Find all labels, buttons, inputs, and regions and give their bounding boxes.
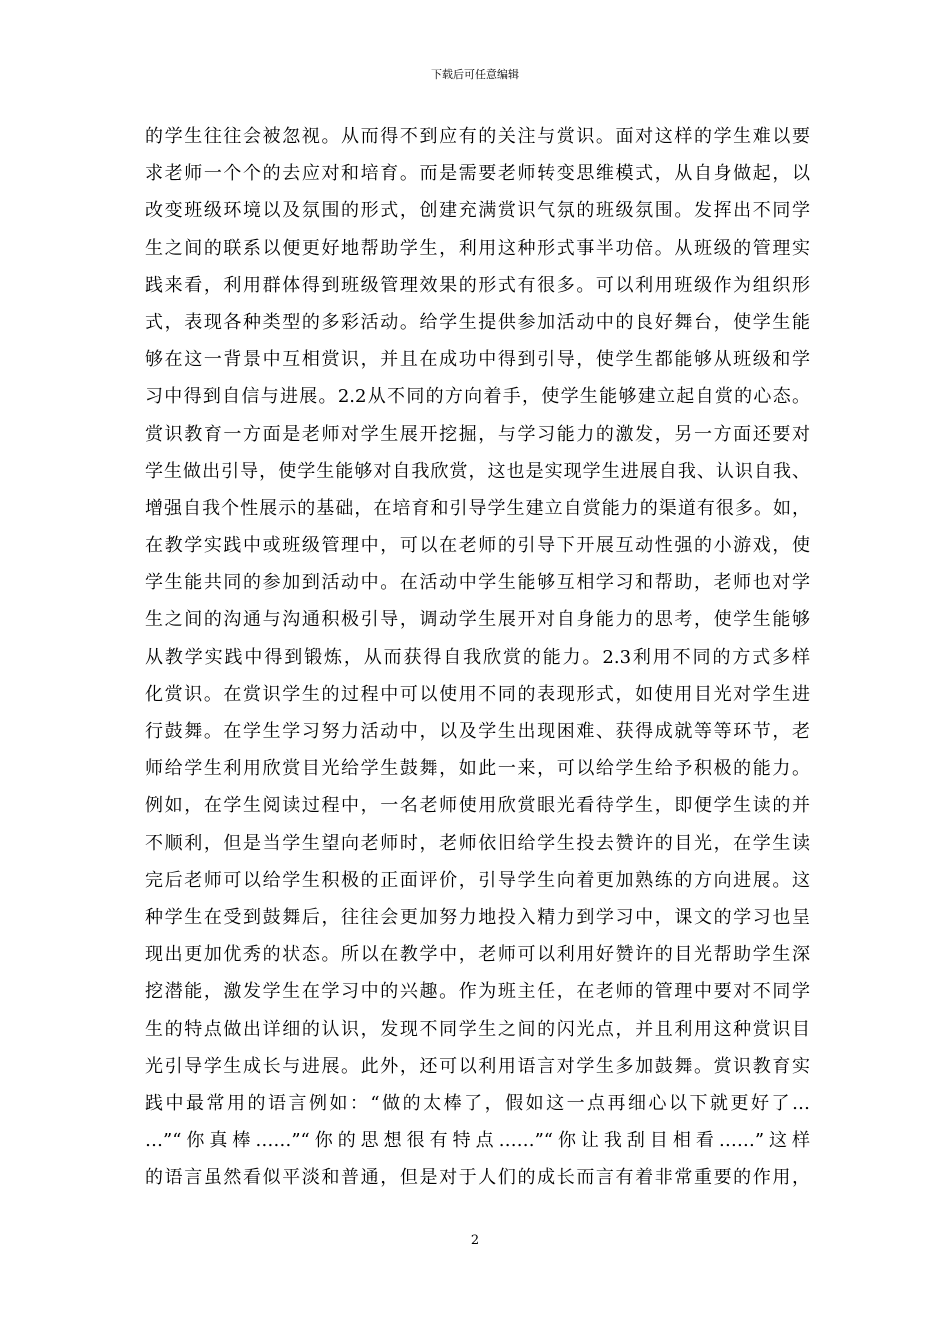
body-line: 挖潜能，激发学生在学习中的兴趣。作为班主任，在老师的管理中要对不同学 [145,981,810,1003]
page-header: 下载后可任意编辑 [431,68,519,81]
body-line: 从教学实践中得到锻炼，从而获得自我欣赏的能力。2.3利用不同的方式多样 [145,646,810,668]
body-line: 在教学实践中或班级管理中，可以在老师的引导下开展互动性强的小游戏，使 [145,535,810,557]
body-line: 式，表现各种类型的多彩活动。给学生提供参加活动中的良好舞台，使学生能 [145,311,810,333]
body-line: 学生能共同的参加到活动中。在活动中学生能够互相学习和帮助，老师也对学 [145,572,810,594]
body-line: 行鼓舞。在学生学习努力活动中，以及学生出现困难、获得成就等等环节，老 [145,721,810,742]
body-line: 例如，在学生阅读过程中，一名老师使用欣赏眼光看待学生，即便学生读的并 [145,795,810,817]
body-line: 生之间的联系以便更好地帮助学生，利用这种形式事半功倍。从班级的管理实 [145,237,810,259]
body-line: 生的特点做出详细的认识，发现不同学生之间的闪光点，并且利用这种赏识目 [145,1018,810,1040]
body-line: 的学生往往会被忽视。从而得不到应有的关注与赏识。面对这样的学生难以要 [145,126,810,147]
body-line: 生之间的沟通与沟通积极引导，调动学生展开对自身能力的思考，使学生能够 [145,609,810,631]
body-line: 的语言虽然看似平淡和普通，但是对于人们的成长而言有着非常重要的作用， [145,1167,810,1189]
body-line: 赏识教育一方面是老师对学生展开挖掘，与学习能力的激发，另一方面还要对 [145,423,810,445]
body-line: 增强自我个性展示的基础，在培育和引导学生建立自赏能力的渠道有很多。如， [145,497,810,519]
body-line: 光引导学生成长与进展。此外，还可以利用语言对学生多加鼓舞。赏识教育实 [145,1055,810,1077]
body-line: 学生做出引导，使学生能够对自我欣赏，这也是实现学生进展自我、认识自我、 [145,460,810,482]
body-line: 化赏识。在赏识学生的过程中可以使用不同的表现形式，如使用目光对学生进 [145,683,810,705]
body-line: 完后老师可以给学生积极的正面评价，引导学生向着更加熟练的方向进展。这 [145,869,810,891]
page-number: 2 [470,1233,480,1248]
body-line: 现出更加优秀的状态。所以在教学中，老师可以利用好赞许的目光帮助学生深 [145,944,810,966]
body-line: 求老师一个个的去应对和培育。而是需要老师转变思维模式，从自身做起，以 [145,163,810,185]
body-line: 师给学生利用欣赏目光给学生鼓舞，如此一来，可以给学生给予积极的能力。 [145,758,810,780]
body-line: …”“你真棒……”“你的思想很有特点……”“你让我刮目相看……”这样 [145,1130,810,1152]
body-line: 够在这一背景中互相赏识，并且在成功中得到引导，使学生都能够从班级和学 [145,349,810,371]
body-line: 践中最常用的语言例如：“做的太棒了，假如这一点再细心以下就更好了… [145,1092,810,1114]
body-line: 习中得到自信与进展。2.2从不同的方向着手，使学生能够建立起自赏的心态。 [145,386,810,408]
body-line: 不顺利，但是当学生望向老师时，老师依旧给学生投去赞许的目光，在学生读 [145,832,810,854]
body-line: 种学生在受到鼓舞后，往往会更加努力地投入精力到学习中，课文的学习也呈 [145,906,810,928]
body-text [145,118,810,1196]
body-line: 践来看，利用群体得到班级管理效果的形式有很多。可以利用班级作为组织形 [145,274,810,296]
body-line: 改变班级环境以及氛围的形式，创建充满赏识气氛的班级氛围。发挥出不同学 [145,200,810,222]
